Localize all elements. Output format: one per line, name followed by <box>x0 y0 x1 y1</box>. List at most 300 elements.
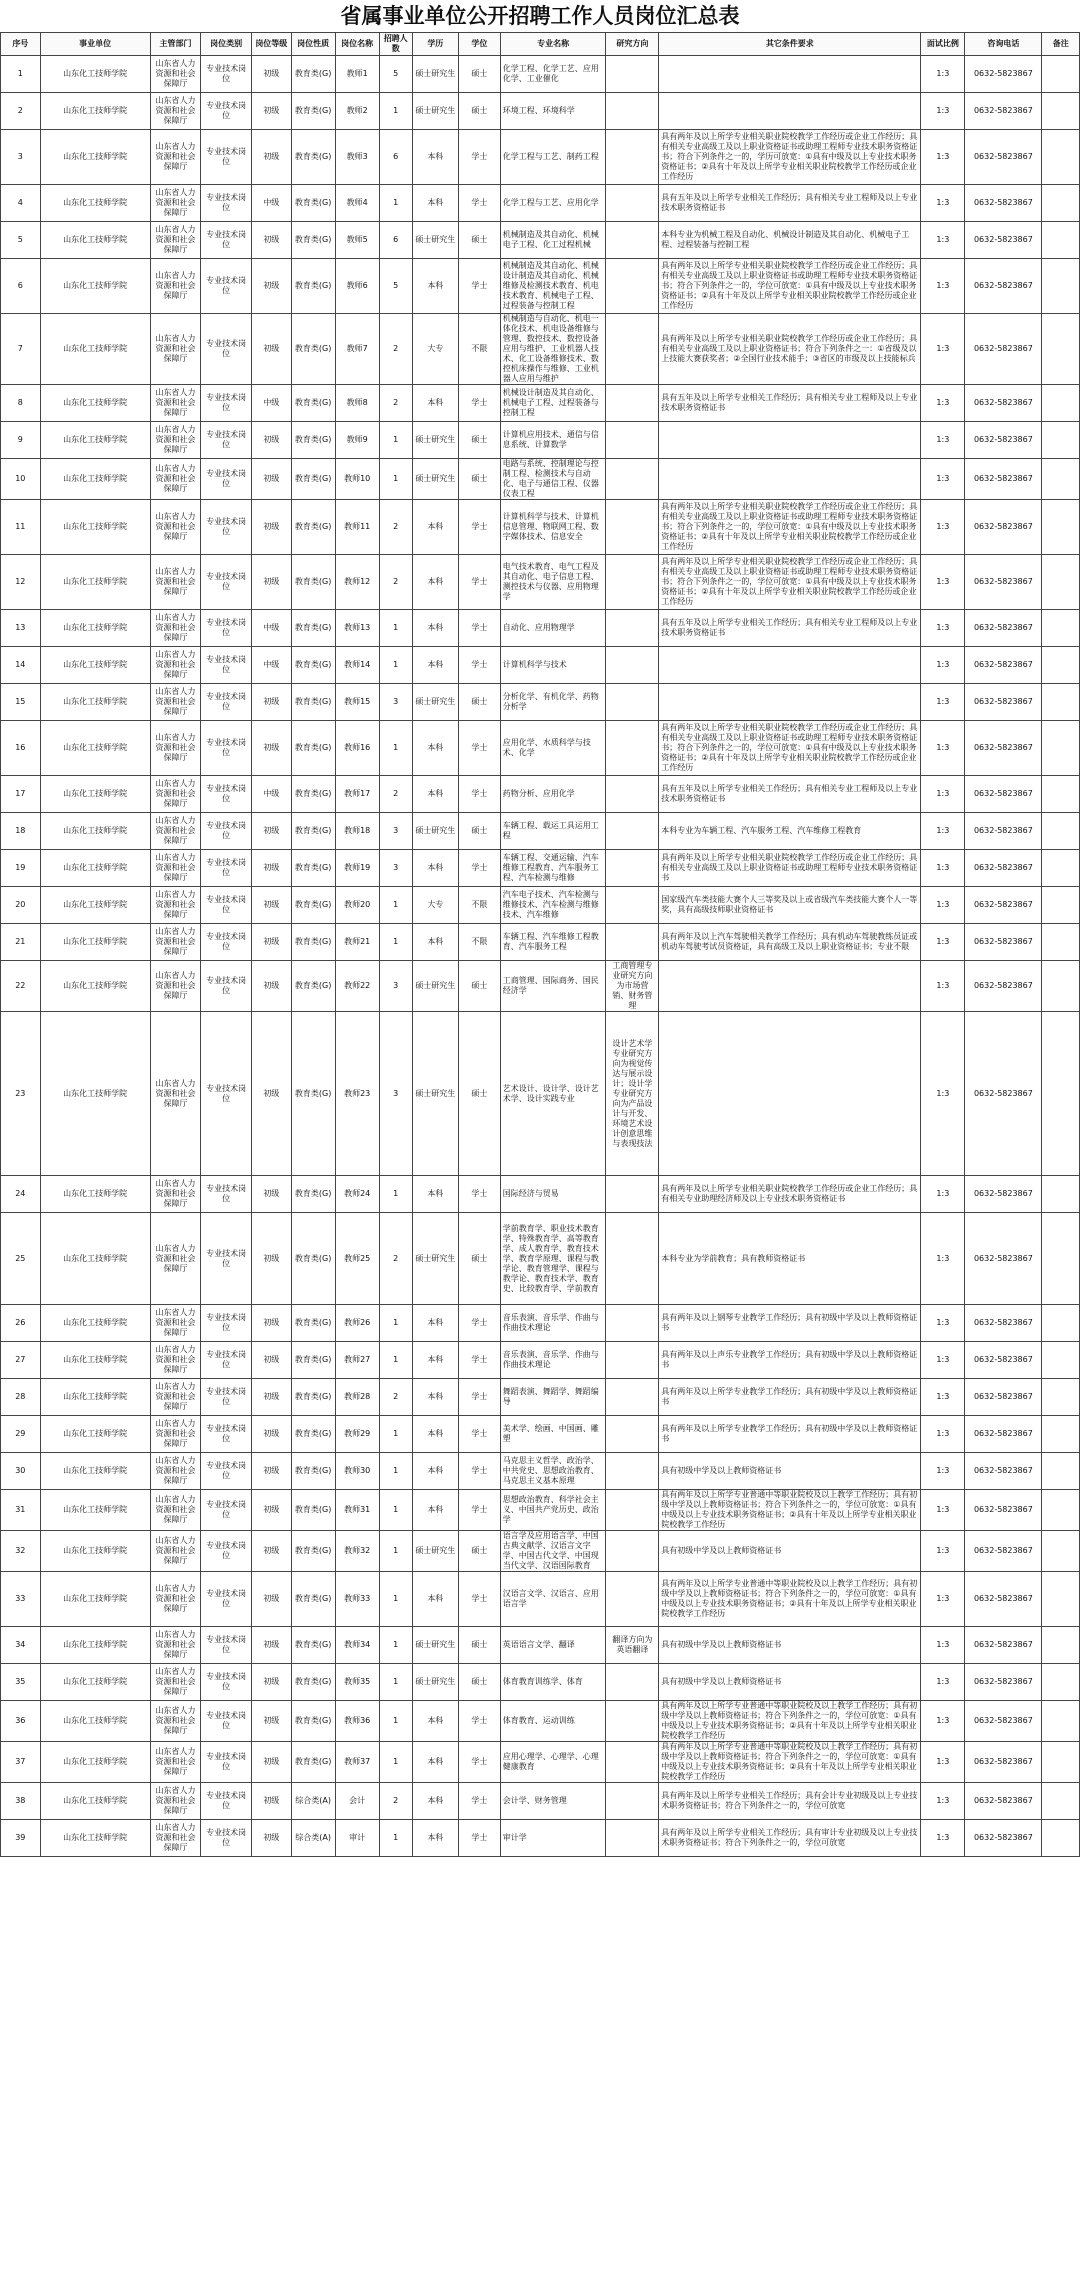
cell-level: 初级 <box>252 555 292 610</box>
cell-direction <box>606 259 659 314</box>
cell-count: 3 <box>379 813 412 850</box>
cell-dept: 山东省人力资源和社会保障厅 <box>150 93 201 130</box>
cell-level: 初级 <box>252 1453 292 1490</box>
cell-nature: 教育类(G) <box>291 961 335 1012</box>
cell-nature: 教育类(G) <box>291 314 335 385</box>
cell-post: 教师35 <box>335 1664 379 1701</box>
cell-education: 本科 <box>412 776 458 813</box>
cell-phone: 0632-5823867 <box>965 56 1042 93</box>
cell-count: 1 <box>379 610 412 647</box>
cell-dept: 山东省人力资源和社会保障厅 <box>150 961 201 1012</box>
cell-nature: 教育类(G) <box>291 610 335 647</box>
cell-level: 初级 <box>252 924 292 961</box>
cell-unit: 山东化工技师学院 <box>40 459 150 500</box>
cell-dept: 山东省人力资源和社会保障厅 <box>150 1531 201 1572</box>
header-dept: 主管部门 <box>150 33 201 56</box>
cell-major: 音乐表演、音乐学、作曲与作曲技术理论 <box>500 1342 606 1379</box>
cell-category: 专业技术岗位 <box>201 500 252 555</box>
cell-major: 审计学 <box>500 1820 606 1857</box>
cell-post: 教师11 <box>335 500 379 555</box>
cell-category: 专业技术岗位 <box>201 93 252 130</box>
cell-dept: 山东省人力资源和社会保障厅 <box>150 1664 201 1701</box>
cell-phone: 0632-5823867 <box>965 610 1042 647</box>
cell-dept: 山东省人力资源和社会保障厅 <box>150 185 201 222</box>
cell-note <box>1042 1664 1080 1701</box>
cell-category: 专业技术岗位 <box>201 1531 252 1572</box>
cell-major: 化学工程与工艺、应用化学 <box>500 185 606 222</box>
cell-count: 1 <box>379 1664 412 1701</box>
cell-post: 教师20 <box>335 887 379 924</box>
table-row <box>1 1416 1080 1453</box>
cell-category: 专业技术岗位 <box>201 1342 252 1379</box>
cell-note <box>1042 500 1080 555</box>
cell-major: 汉语言文学、汉语言、应用语言学 <box>500 1572 606 1627</box>
cell-level: 初级 <box>252 684 292 721</box>
table-row <box>1 1664 1080 1701</box>
cell-direction <box>606 1572 659 1627</box>
cell-note <box>1042 1012 1080 1176</box>
cell-major: 车辆工程、载运工具运用工程 <box>500 813 606 850</box>
cell-ratio: 1:3 <box>921 1305 965 1342</box>
cell-unit: 山东化工技师学院 <box>40 961 150 1012</box>
cell-nature: 教育类(G) <box>291 1305 335 1342</box>
cell-requirements: 具有两年及以上所学专业教学工作经历；具有初级中学及以上教师资格证书 <box>659 1379 921 1416</box>
cell-level: 初级 <box>252 1490 292 1531</box>
cell-no: 30 <box>1 1453 41 1490</box>
cell-ratio: 1:3 <box>921 1783 965 1820</box>
cell-phone: 0632-5823867 <box>965 1783 1042 1820</box>
table-header-row <box>1 33 1080 56</box>
cell-major: 车辆工程、交通运输、汽车维修工程教育、汽车服务工程、汽车检测与维修 <box>500 850 606 887</box>
cell-no: 6 <box>1 259 41 314</box>
cell-nature: 教育类(G) <box>291 1490 335 1531</box>
cell-unit: 山东化工技师学院 <box>40 684 150 721</box>
cell-direction <box>606 222 659 259</box>
cell-no: 39 <box>1 1820 41 1857</box>
table-row <box>1 1783 1080 1820</box>
cell-ratio: 1:3 <box>921 721 965 776</box>
cell-post: 教师19 <box>335 850 379 887</box>
cell-education: 本科 <box>412 610 458 647</box>
cell-dept: 山东省人力资源和社会保障厅 <box>150 1453 201 1490</box>
cell-ratio: 1:3 <box>921 1453 965 1490</box>
cell-phone: 0632-5823867 <box>965 887 1042 924</box>
cell-count: 1 <box>379 185 412 222</box>
cell-major: 体育教育、运动训练 <box>500 1701 606 1742</box>
cell-education: 本科 <box>412 850 458 887</box>
cell-phone: 0632-5823867 <box>965 647 1042 684</box>
cell-count: 1 <box>379 1490 412 1531</box>
cell-category: 专业技术岗位 <box>201 1783 252 1820</box>
cell-unit: 山东化工技师学院 <box>40 1701 150 1742</box>
table-row <box>1 1213 1080 1305</box>
cell-unit: 山东化工技师学院 <box>40 647 150 684</box>
cell-direction <box>606 1820 659 1857</box>
cell-dept: 山东省人力资源和社会保障厅 <box>150 259 201 314</box>
cell-post: 审计 <box>335 1820 379 1857</box>
cell-ratio: 1:3 <box>921 56 965 93</box>
cell-count: 2 <box>379 500 412 555</box>
cell-count: 1 <box>379 1176 412 1213</box>
cell-requirements: 具有初级中学及以上教师资格证书 <box>659 1664 921 1701</box>
table-row <box>1 500 1080 555</box>
cell-ratio: 1:3 <box>921 459 965 500</box>
cell-dept: 山东省人力资源和社会保障厅 <box>150 314 201 385</box>
cell-degree: 学士 <box>458 1379 500 1416</box>
cell-dept: 山东省人力资源和社会保障厅 <box>150 721 201 776</box>
cell-unit: 山东化工技师学院 <box>40 610 150 647</box>
cell-category: 专业技术岗位 <box>201 1820 252 1857</box>
cell-phone: 0632-5823867 <box>965 259 1042 314</box>
table-row <box>1 1742 1080 1783</box>
cell-major: 体育教育训练学、体育 <box>500 1664 606 1701</box>
table-row <box>1 610 1080 647</box>
cell-dept: 山东省人力资源和社会保障厅 <box>150 887 201 924</box>
cell-ratio: 1:3 <box>921 1742 965 1783</box>
cell-phone: 0632-5823867 <box>965 1213 1042 1305</box>
cell-count: 1 <box>379 721 412 776</box>
cell-no: 11 <box>1 500 41 555</box>
cell-count: 2 <box>379 1379 412 1416</box>
cell-no: 23 <box>1 1012 41 1176</box>
table-row <box>1 1342 1080 1379</box>
cell-unit: 山东化工技师学院 <box>40 813 150 850</box>
cell-education: 本科 <box>412 385 458 422</box>
cell-level: 初级 <box>252 1176 292 1213</box>
cell-phone: 0632-5823867 <box>965 93 1042 130</box>
cell-major: 国际经济与贸易 <box>500 1176 606 1213</box>
cell-education: 硕士研究生 <box>412 56 458 93</box>
cell-level: 初级 <box>252 422 292 459</box>
cell-direction <box>606 1176 659 1213</box>
cell-dept: 山东省人力资源和社会保障厅 <box>150 1305 201 1342</box>
cell-post: 教师33 <box>335 1572 379 1627</box>
cell-count: 3 <box>379 961 412 1012</box>
cell-no: 9 <box>1 422 41 459</box>
cell-unit: 山东化工技师学院 <box>40 222 150 259</box>
cell-direction <box>606 721 659 776</box>
cell-direction <box>606 1490 659 1531</box>
cell-direction <box>606 1379 659 1416</box>
cell-category: 专业技术岗位 <box>201 1416 252 1453</box>
cell-note <box>1042 1213 1080 1305</box>
cell-note <box>1042 222 1080 259</box>
cell-count: 1 <box>379 1701 412 1742</box>
cell-level: 初级 <box>252 961 292 1012</box>
cell-no: 8 <box>1 385 41 422</box>
cell-ratio: 1:3 <box>921 1213 965 1305</box>
cell-dept: 山东省人力资源和社会保障厅 <box>150 1783 201 1820</box>
cell-no: 25 <box>1 1213 41 1305</box>
table-row <box>1 130 1080 185</box>
cell-ratio: 1:3 <box>921 555 965 610</box>
cell-nature: 教育类(G) <box>291 500 335 555</box>
cell-level: 初级 <box>252 813 292 850</box>
cell-level: 初级 <box>252 500 292 555</box>
cell-category: 专业技术岗位 <box>201 776 252 813</box>
cell-major: 机械制造及其自动化、机械电子工程、化工过程机械 <box>500 222 606 259</box>
cell-direction <box>606 500 659 555</box>
cell-direction <box>606 130 659 185</box>
cell-phone: 0632-5823867 <box>965 684 1042 721</box>
cell-post: 教师36 <box>335 1701 379 1742</box>
cell-direction <box>606 1664 659 1701</box>
cell-ratio: 1:3 <box>921 924 965 961</box>
table-row <box>1 1627 1080 1664</box>
cell-no: 17 <box>1 776 41 813</box>
cell-dept: 山东省人力资源和社会保障厅 <box>150 1627 201 1664</box>
cell-phone: 0632-5823867 <box>965 459 1042 500</box>
cell-category: 专业技术岗位 <box>201 924 252 961</box>
cell-direction <box>606 1416 659 1453</box>
cell-unit: 山东化工技师学院 <box>40 130 150 185</box>
cell-note <box>1042 1176 1080 1213</box>
cell-phone: 0632-5823867 <box>965 776 1042 813</box>
cell-count: 3 <box>379 1012 412 1176</box>
cell-post: 教师17 <box>335 776 379 813</box>
cell-degree: 学士 <box>458 1305 500 1342</box>
cell-education: 硕士研究生 <box>412 422 458 459</box>
cell-dept: 山东省人力资源和社会保障厅 <box>150 1176 201 1213</box>
cell-post: 教师12 <box>335 555 379 610</box>
table-row <box>1 222 1080 259</box>
cell-requirements <box>659 93 921 130</box>
cell-requirements: 具有五年及以上所学专业相关工作经历；具有相关专业工程师及以上专业技术职务资格证书 <box>659 185 921 222</box>
cell-education: 本科 <box>412 185 458 222</box>
cell-education: 硕士研究生 <box>412 93 458 130</box>
cell-category: 专业技术岗位 <box>201 961 252 1012</box>
cell-degree: 学士 <box>458 1572 500 1627</box>
cell-no: 15 <box>1 684 41 721</box>
cell-degree: 学士 <box>458 721 500 776</box>
cell-level: 初级 <box>252 1783 292 1820</box>
cell-post: 教师13 <box>335 610 379 647</box>
cell-count: 1 <box>379 1305 412 1342</box>
cell-direction <box>606 850 659 887</box>
cell-ratio: 1:3 <box>921 1572 965 1627</box>
cell-count: 1 <box>379 422 412 459</box>
cell-level: 初级 <box>252 1379 292 1416</box>
cell-nature: 教育类(G) <box>291 721 335 776</box>
cell-ratio: 1:3 <box>921 93 965 130</box>
cell-direction <box>606 1783 659 1820</box>
cell-education: 本科 <box>412 259 458 314</box>
cell-no: 5 <box>1 222 41 259</box>
cell-degree: 硕士 <box>458 1213 500 1305</box>
cell-dept: 山东省人力资源和社会保障厅 <box>150 647 201 684</box>
cell-direction <box>606 385 659 422</box>
cell-note <box>1042 721 1080 776</box>
cell-requirements: 本科专业为车辆工程、汽车服务工程、汽车维修工程教育 <box>659 813 921 850</box>
cell-post: 教师18 <box>335 813 379 850</box>
header-note: 备注 <box>1042 33 1080 56</box>
cell-education: 本科 <box>412 1820 458 1857</box>
cell-no: 4 <box>1 185 41 222</box>
cell-degree: 学士 <box>458 1742 500 1783</box>
cell-requirements: 具有初级中学及以上教师资格证书 <box>659 1531 921 1572</box>
cell-count: 2 <box>379 1783 412 1820</box>
cell-category: 专业技术岗位 <box>201 555 252 610</box>
cell-category: 专业技术岗位 <box>201 1627 252 1664</box>
header-no: 序号 <box>1 33 41 56</box>
cell-ratio: 1:3 <box>921 1012 965 1176</box>
cell-direction <box>606 1342 659 1379</box>
cell-no: 27 <box>1 1342 41 1379</box>
cell-unit: 山东化工技师学院 <box>40 721 150 776</box>
cell-requirements: 具有两年及以上所学专业相关职业院校教学工作经历或企业工作经历；具有相关专业高级工及以上职业资格证书或助理工程师专业技术职务资格证书；符合下列条件之一的，学位可放宽：①具有中级及以上专业技术职务资格证书；②具有十年及以上所学专业相关职业院校教学工作经历或企业工作经历 <box>659 721 921 776</box>
cell-nature: 教育类(G) <box>291 776 335 813</box>
cell-count: 6 <box>379 222 412 259</box>
cell-dept: 山东省人力资源和社会保障厅 <box>150 1012 201 1176</box>
cell-direction <box>606 185 659 222</box>
cell-category: 专业技术岗位 <box>201 1379 252 1416</box>
cell-direction <box>606 647 659 684</box>
cell-ratio: 1:3 <box>921 684 965 721</box>
cell-category: 专业技术岗位 <box>201 1742 252 1783</box>
cell-category: 专业技术岗位 <box>201 56 252 93</box>
cell-phone: 0632-5823867 <box>965 500 1042 555</box>
cell-nature: 教育类(G) <box>291 887 335 924</box>
cell-nature: 教育类(G) <box>291 647 335 684</box>
cell-note <box>1042 924 1080 961</box>
cell-ratio: 1:3 <box>921 647 965 684</box>
cell-degree: 硕士 <box>458 56 500 93</box>
document-title: 省属事业单位公开招聘工作人员岗位汇总表 <box>340 4 740 28</box>
cell-degree: 学士 <box>458 1176 500 1213</box>
cell-direction <box>606 93 659 130</box>
cell-major: 机械制造与自动化、机电一体化技术、机电设备维修与管理、数控技术、数控设备应用与维护、工业机器人技术、化工设备维修技术、数控机床操作与维修、工业机器人应用与维护 <box>500 314 606 385</box>
cell-dept: 山东省人力资源和社会保障厅 <box>150 555 201 610</box>
cell-note <box>1042 1742 1080 1783</box>
cell-unit: 山东化工技师学院 <box>40 1453 150 1490</box>
cell-ratio: 1:3 <box>921 813 965 850</box>
cell-category: 专业技术岗位 <box>201 314 252 385</box>
cell-nature: 教育类(G) <box>291 1627 335 1664</box>
cell-requirements: 具有两年及以上所学专业相关职业院校教学工作经历或企业工作经历；具有相关专业高级工及以上职业资格证书；符合下列条件之一：①省级及以上技能大赛获奖者；②全国行业技术能手；③省区的市级及以上技能标兵 <box>659 314 921 385</box>
cell-education: 大专 <box>412 887 458 924</box>
cell-education: 硕士研究生 <box>412 1213 458 1305</box>
table-row <box>1 459 1080 500</box>
cell-major: 电路与系统、控制理论与控制工程、检测技术与自动化、电子与通信工程、仪器仪表工程 <box>500 459 606 500</box>
cell-note <box>1042 1453 1080 1490</box>
cell-direction: 工商管理专业研究方向为市场营销、财务管理 <box>606 961 659 1012</box>
cell-post: 教师1 <box>335 56 379 93</box>
header-major: 专业名称 <box>500 33 606 56</box>
cell-dept: 山东省人力资源和社会保障厅 <box>150 500 201 555</box>
cell-ratio: 1:3 <box>921 1531 965 1572</box>
cell-education: 本科 <box>412 647 458 684</box>
cell-direction <box>606 610 659 647</box>
cell-direction <box>606 887 659 924</box>
cell-post: 教师3 <box>335 130 379 185</box>
cell-note <box>1042 130 1080 185</box>
cell-education: 硕士研究生 <box>412 1531 458 1572</box>
cell-note <box>1042 1701 1080 1742</box>
cell-post: 教师32 <box>335 1531 379 1572</box>
cell-major: 化学工程与工艺、制药工程 <box>500 130 606 185</box>
cell-degree: 硕士 <box>458 422 500 459</box>
cell-phone: 0632-5823867 <box>965 185 1042 222</box>
cell-count: 2 <box>379 385 412 422</box>
cell-phone: 0632-5823867 <box>965 1820 1042 1857</box>
cell-level: 初级 <box>252 56 292 93</box>
cell-ratio: 1:3 <box>921 1701 965 1742</box>
cell-level: 初级 <box>252 721 292 776</box>
cell-nature: 教育类(G) <box>291 813 335 850</box>
cell-level: 中级 <box>252 610 292 647</box>
cell-direction <box>606 924 659 961</box>
cell-unit: 山东化工技师学院 <box>40 1379 150 1416</box>
cell-category: 专业技术岗位 <box>201 130 252 185</box>
cell-no: 21 <box>1 924 41 961</box>
cell-level: 初级 <box>252 1342 292 1379</box>
cell-category: 专业技术岗位 <box>201 1490 252 1531</box>
cell-post: 教师30 <box>335 1453 379 1490</box>
cell-direction <box>606 776 659 813</box>
cell-major: 舞蹈表演、舞蹈学、舞蹈编导 <box>500 1379 606 1416</box>
cell-degree: 硕士 <box>458 1531 500 1572</box>
cell-major: 计算机应用技术、通信与信息系统、计算数学 <box>500 422 606 459</box>
cell-count: 5 <box>379 259 412 314</box>
cell-level: 中级 <box>252 185 292 222</box>
cell-major: 英语语言文学、翻译 <box>500 1627 606 1664</box>
cell-count: 5 <box>379 56 412 93</box>
cell-requirements: 具有初级中学及以上教师资格证书 <box>659 1627 921 1664</box>
cell-requirements: 具有两年及以上所学专业相关职业院校教学工作经历或企业工作经历；具有相关专业高级工及以上职业资格证书或助理工程师专业技术职务资格证书；符合下列条件之一的，学位可放宽：①具有中级及以上专业技术职务资格证书；②具有十年及以上所学专业相关职业院校教学工作经历或企业工作经历 <box>659 555 921 610</box>
table-row <box>1 1820 1080 1857</box>
cell-major: 会计学、财务管理 <box>500 1783 606 1820</box>
cell-level: 中级 <box>252 776 292 813</box>
cell-phone: 0632-5823867 <box>965 314 1042 385</box>
cell-degree: 硕士 <box>458 813 500 850</box>
cell-nature: 教育类(G) <box>291 459 335 500</box>
cell-major: 工商管理、国际商务、国民经济学 <box>500 961 606 1012</box>
cell-degree: 不限 <box>458 887 500 924</box>
cell-count: 3 <box>379 684 412 721</box>
cell-degree: 硕士 <box>458 93 500 130</box>
cell-level: 初级 <box>252 1742 292 1783</box>
cell-education: 硕士研究生 <box>412 222 458 259</box>
cell-requirements: 具有两年及以上汽车驾驶相关教学工作经历；具有机动车驾驶教练员证或机动车驾驶考试员资格证，具有高级工及以上职业资格证书；专业不限 <box>659 924 921 961</box>
cell-no: 1 <box>1 56 41 93</box>
cell-nature: 教育类(G) <box>291 1453 335 1490</box>
cell-direction <box>606 1213 659 1305</box>
cell-no: 29 <box>1 1416 41 1453</box>
cell-dept: 山东省人力资源和社会保障厅 <box>150 776 201 813</box>
cell-direction <box>606 555 659 610</box>
cell-post: 教师4 <box>335 185 379 222</box>
cell-degree: 学士 <box>458 1490 500 1531</box>
cell-count: 1 <box>379 1342 412 1379</box>
cell-ratio: 1:3 <box>921 222 965 259</box>
cell-level: 初级 <box>252 314 292 385</box>
cell-level: 初级 <box>252 1664 292 1701</box>
cell-nature: 教育类(G) <box>291 1572 335 1627</box>
cell-nature: 教育类(G) <box>291 422 335 459</box>
cell-requirements <box>659 56 921 93</box>
table-row <box>1 385 1080 422</box>
cell-direction <box>606 684 659 721</box>
cell-unit: 山东化工技师学院 <box>40 924 150 961</box>
cell-degree: 学士 <box>458 610 500 647</box>
cell-major: 机械制造及其自动化、机械设计制造及其自动化、机械维修及检测技术教育、机电技术教育、机械电子工程、过程装备与控制工程 <box>500 259 606 314</box>
cell-unit: 山东化工技师学院 <box>40 422 150 459</box>
cell-category: 专业技术岗位 <box>201 1305 252 1342</box>
cell-education: 本科 <box>412 1572 458 1627</box>
cell-degree: 学士 <box>458 385 500 422</box>
cell-ratio: 1:3 <box>921 1490 965 1531</box>
cell-no: 18 <box>1 813 41 850</box>
